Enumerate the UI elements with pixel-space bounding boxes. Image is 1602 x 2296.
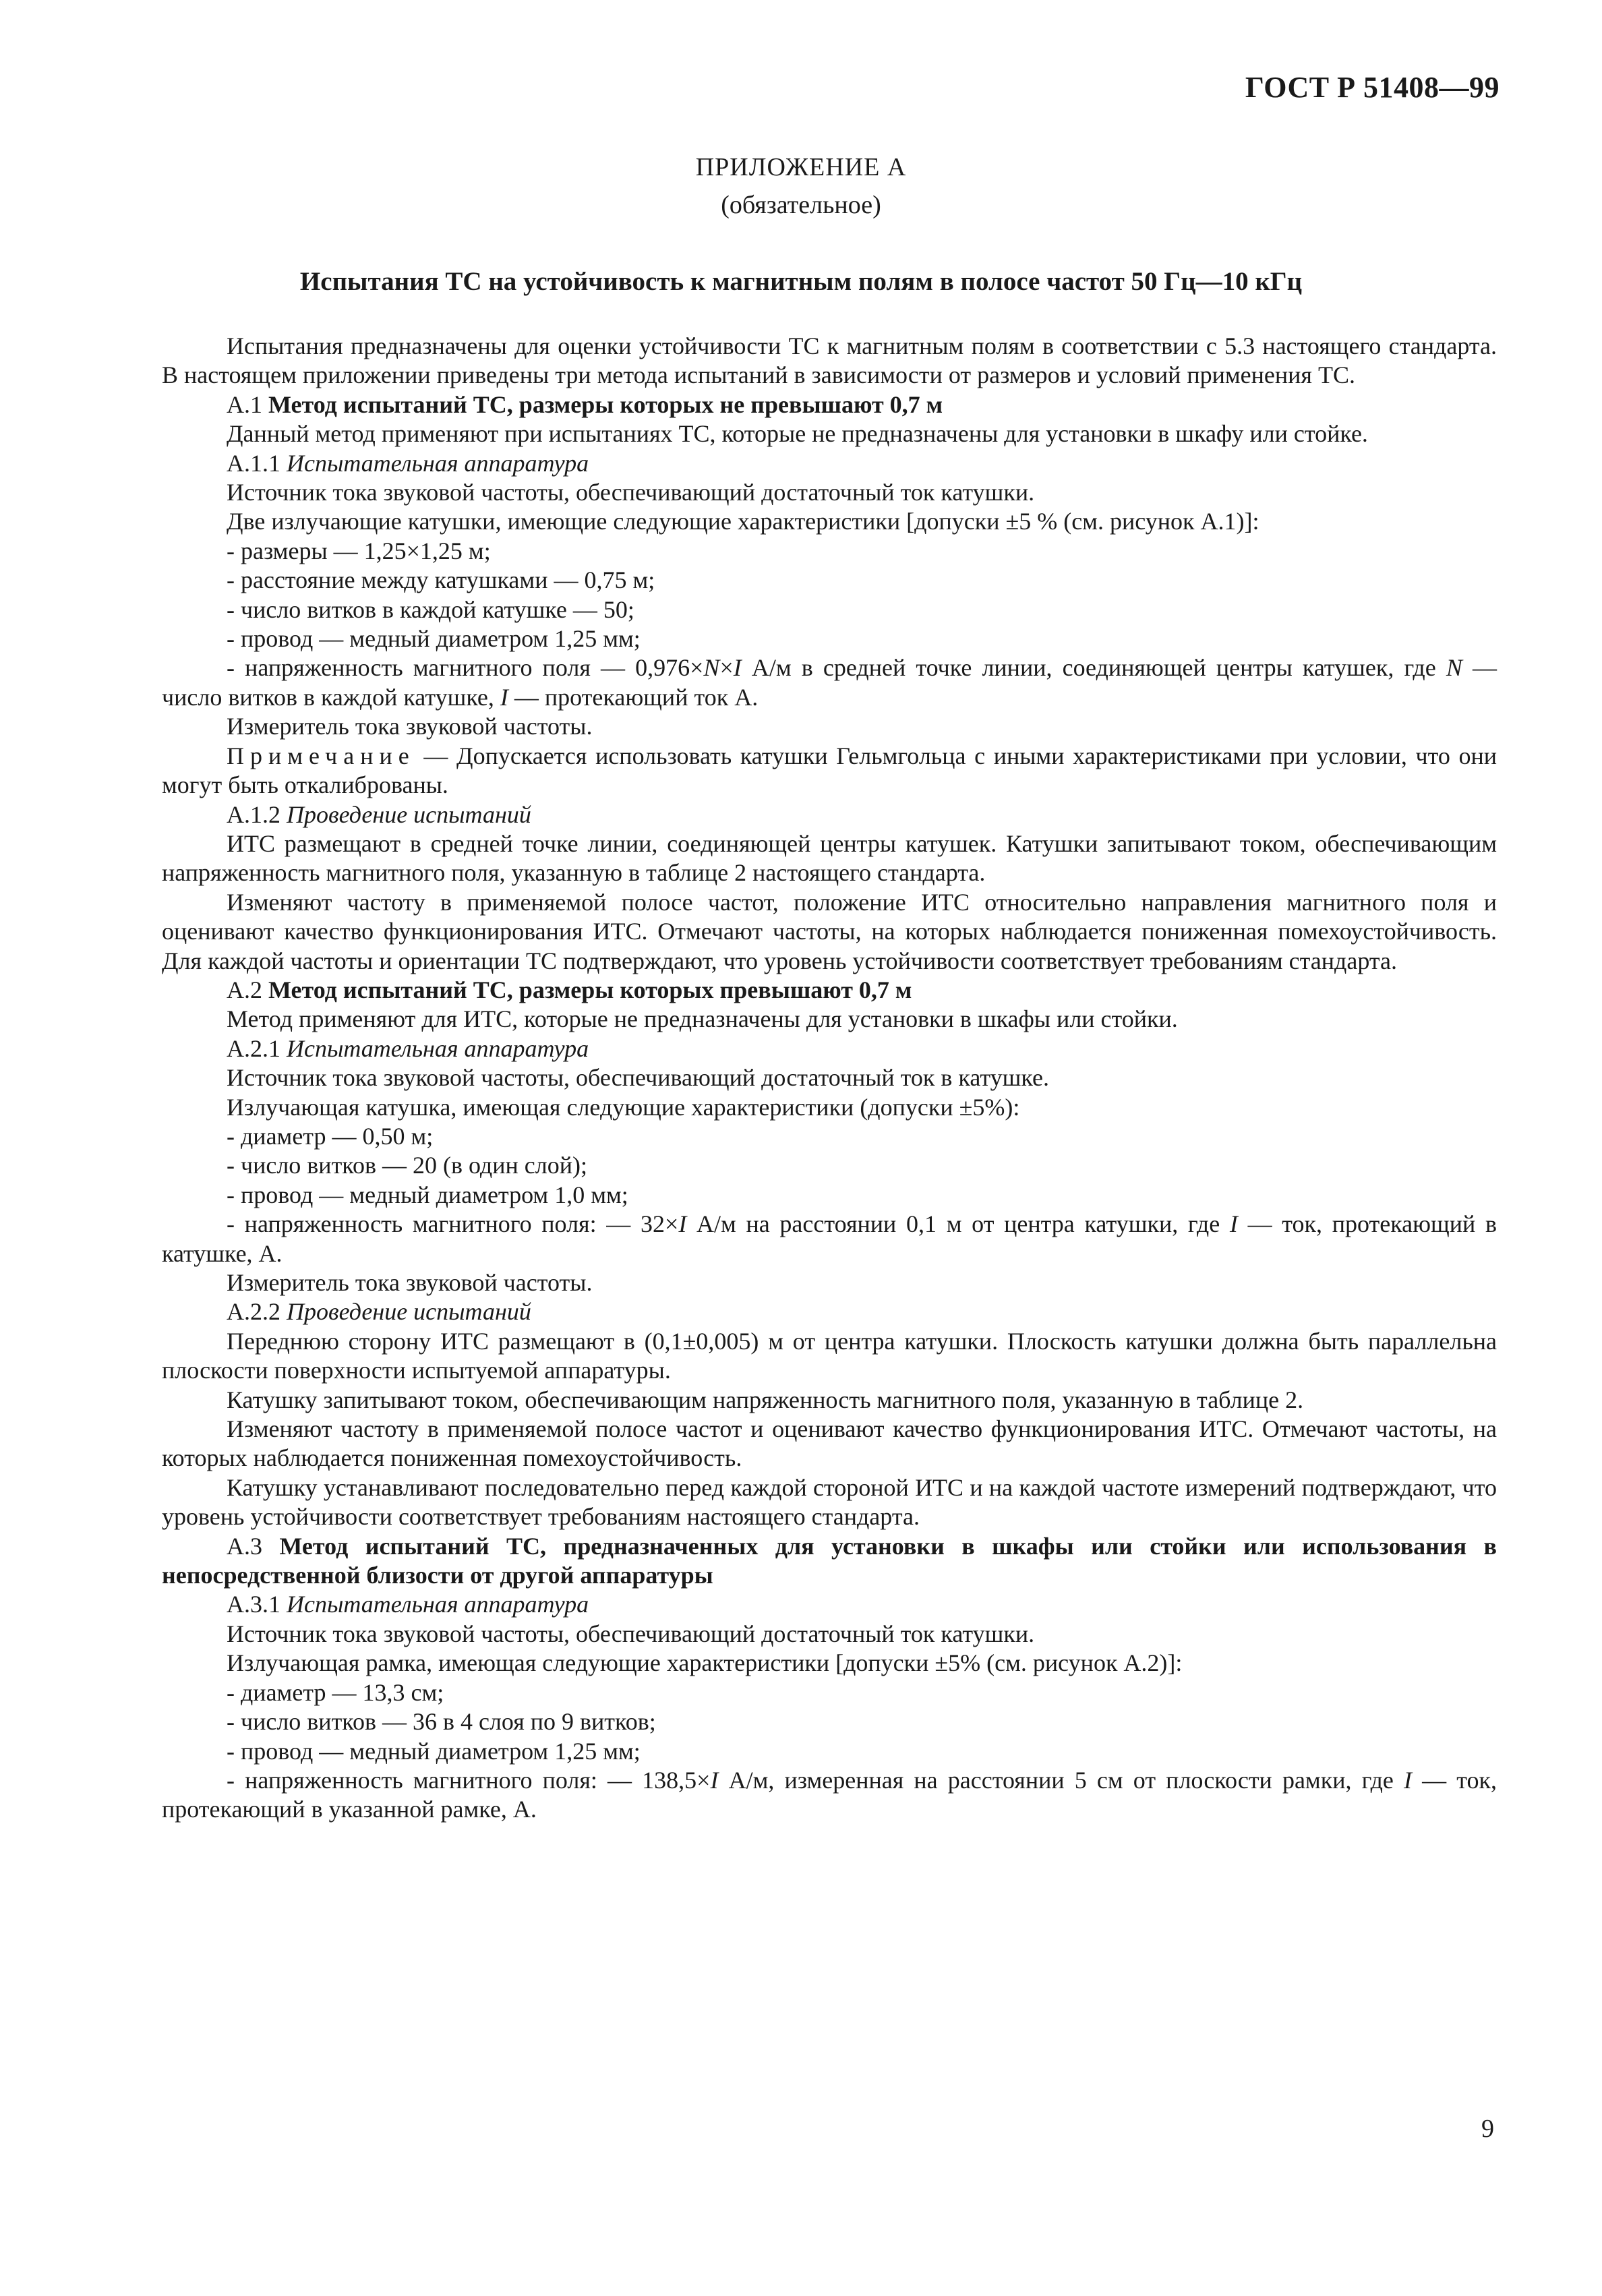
- a2-2-number: А.2.2: [227, 1298, 287, 1326]
- note-text: — Допускается использовать катушки Гельмгольца с иными характеристиками при условии, что они могут быть откалиброваны.: [162, 742, 1497, 799]
- var-n: N: [703, 654, 720, 682]
- a1-2-heading: [162, 800, 1497, 829]
- list-item: - число витков в каждой катушке — 50;: [227, 595, 634, 623]
- list-item: - провод — медный диаметром 1,25 мм;: [227, 1737, 641, 1765]
- a2-heading: [162, 976, 1497, 1005]
- list-item: - диаметр — 0,50 м;: [227, 1122, 434, 1150]
- var-i: I: [1229, 1210, 1238, 1238]
- a2-2-paragraph: Катушку устанавливают последовательно перед каждой стороной ИТС и на каждой частоте измерений подтверждают, что уровень устойчивости соответствует требованиям настоящего стандарта.: [162, 1473, 1497, 1531]
- a2-2-title: Проведение испытаний: [287, 1298, 531, 1326]
- appendix-title: ПРИЛОЖЕНИЕ А: [695, 153, 907, 181]
- a1-2-title: Проведение испытаний: [287, 800, 531, 828]
- text-fragment: - напряженность магнитного поля: — 32×: [227, 1210, 679, 1238]
- var-i: I: [500, 683, 508, 711]
- list-item: - расстояние между катушками — 0,75 м;: [227, 566, 655, 594]
- a2-2-heading: [162, 1297, 1497, 1326]
- a2-1-heading: [162, 1034, 1497, 1063]
- a1-coils: Две излучающие катушки, имеющие следующие характеристики [допуски ±5 % (см. рисунок А.1)]:: [227, 508, 1259, 535]
- text-fragment: — число витков в каждой катушке,: [162, 654, 1497, 711]
- a1-source: Источник тока звуковой частоты, обеспечивающий достаточный ток катушки.: [227, 479, 1035, 506]
- a1-title: Метод испытаний ТС, размеры которых не превышают 0,7 м: [268, 390, 943, 418]
- a2-1-number: А.2.1: [227, 1034, 287, 1062]
- a3-heading: [162, 1532, 1497, 1591]
- a2-source: Источник тока звуковой частоты, обеспечивающий достаточный ток в катушке.: [227, 1064, 1049, 1092]
- list-item: - диаметр — 13,3 см;: [227, 1678, 444, 1706]
- a3-1-heading: [162, 1590, 1497, 1619]
- appendix-status: (обязательное): [721, 191, 881, 219]
- text-fragment: А/м на расстоянии 0,1 м от центра катушки, где: [686, 1210, 1230, 1238]
- var-i: I: [1404, 1766, 1412, 1794]
- a1-heading: [162, 390, 1497, 419]
- list-item: - провод — медный диаметром 1,25 мм;: [227, 625, 641, 653]
- a1-1-number: А.1.1: [227, 449, 287, 477]
- a3-title: Метод испытаний ТС, предназначенных для установки в шкафы или стойки или использования в непосредственной близости от другой аппаратуры: [162, 1532, 1497, 1589]
- text-fragment: — ток, протекающий в указанной рамке, А.: [162, 1766, 1497, 1823]
- a2-2-paragraph: Катушку запитывают током, обеспечивающим напряженность магнитного поля, указанную в таблице 2.: [227, 1386, 1304, 1413]
- text-fragment: — протекающий ток А.: [508, 683, 759, 711]
- a3-1-title: Испытательная аппаратура: [287, 1591, 589, 1618]
- list-item: - число витков — 20 (в один слой);: [227, 1152, 587, 1179]
- list-item: - провод — медный диаметром 1,0 мм;: [227, 1181, 628, 1208]
- a1-note: [162, 742, 1497, 800]
- a2-1-title: Испытательная аппаратура: [287, 1034, 589, 1062]
- var-i: I: [710, 1766, 719, 1794]
- text-fragment: ×: [719, 654, 734, 682]
- a3-field-strength: [162, 1766, 1497, 1825]
- a1-1-title: Испытательная аппаратура: [287, 449, 589, 477]
- a2-number: А.2: [227, 976, 268, 1003]
- text-fragment: А/м, измеренная на расстоянии 5 см от плоскости рамки, где: [718, 1766, 1404, 1794]
- a3-frame: Излучающая рамка, имеющая следующие характеристики [допуски ±5% (см. рисунок А.2)]:: [227, 1649, 1183, 1677]
- text-fragment: - напряженность магнитного поля: — 138,5×: [227, 1766, 711, 1794]
- text-fragment: А/м в средней точке линии, соединяющей центры катушек, где: [741, 654, 1446, 682]
- intro-paragraph: Испытания предназначены для оценки устойчивости ТС к магнитным полям в соответствии с 5.3 настоящего стандарта. В настоящем приложении приведены три метода испытаний в зависимости от размеров и условий применения ТС.: [162, 332, 1497, 389]
- a1-1-heading: [162, 449, 1497, 478]
- a2-meter: Измеритель тока звуковой частоты.: [227, 1269, 593, 1296]
- a3-source: Источник тока звуковой частоты, обеспечивающий достаточный ток катушки.: [227, 1620, 1035, 1647]
- text-fragment: — ток, протекающий в катушке, А.: [162, 1210, 1497, 1267]
- var-n: N: [1446, 654, 1462, 682]
- a1-number: А.1: [227, 390, 268, 418]
- a2-coil: Излучающая катушка, имеющая следующие характеристики (допуски ±5%):: [227, 1093, 1020, 1121]
- text-fragment: - напряженность магнитного поля — 0,976×: [227, 654, 704, 682]
- page-number: 9: [1481, 2115, 1494, 2143]
- a1-2-paragraph: ИТС размещают в средней точке линии, соединяющей центры катушек. Катушки запитывают током, обеспечивающим напряженность магнитного поля, указанную в таблице 2 настоящего стандарта.: [162, 829, 1497, 887]
- list-item: - число витков — 36 в 4 слоя по 9 витков;: [227, 1708, 656, 1736]
- appendix-header: [0, 148, 1602, 224]
- a1-2-paragraph: Изменяют частоту в применяемой полосе частот, положение ИТС относительно направления магнитного поля и оценивают качество функционирования ИТС. Отмечают частоты, на которых наблюдается пониженная помехоустойчивость. Для каждой частоты и ориентации ТС подтверждают, что уровень устойчивости соответствует требованиям стандарта.: [162, 888, 1497, 974]
- var-i: I: [733, 654, 742, 682]
- a2-2-paragraph: Переднюю сторону ИТС размещают в (0,1±0,005) м от центра катушки. Плоскость катушки должна быть параллельна плоскости поверхности испытуемой аппаратуры.: [162, 1327, 1497, 1384]
- note-label: Примечание: [227, 742, 415, 769]
- a2-description: Метод применяют для ИТС, которые не предназначены для установки в шкафы или стойки.: [227, 1005, 1178, 1033]
- var-i: I: [678, 1210, 687, 1238]
- a2-title: Метод испытаний ТС, размеры которых превышают 0,7 м: [268, 976, 912, 1003]
- document-body: [162, 332, 1497, 1825]
- a2-2-paragraph: Изменяют частоту в применяемой полосе частот и оценивают качество функционирования ИТС. Отмечают частоты, на которых наблюдается пониженная помехоустойчивость.: [162, 1415, 1497, 1472]
- a1-meter: Измеритель тока звуковой частоты.: [227, 713, 593, 740]
- a1-2-number: А.1.2: [227, 800, 287, 828]
- a1-field-strength: [162, 653, 1497, 712]
- a3-number: А.3: [227, 1532, 280, 1560]
- a3-1-number: А.3.1: [227, 1591, 287, 1618]
- document-code: ГОСТ Р 51408—99: [1245, 71, 1500, 104]
- list-item: - размеры — 1,25×1,25 м;: [227, 537, 491, 564]
- a2-field-strength: [162, 1210, 1497, 1268]
- section-heading: Испытания ТС на устойчивость к магнитным полям в полосе частот 50 Гц—10 кГц: [299, 267, 1303, 296]
- a1-description: Данный метод применяют при испытаниях ТС, которые не предназначены для установки в шкафу или стойке.: [227, 420, 1368, 448]
